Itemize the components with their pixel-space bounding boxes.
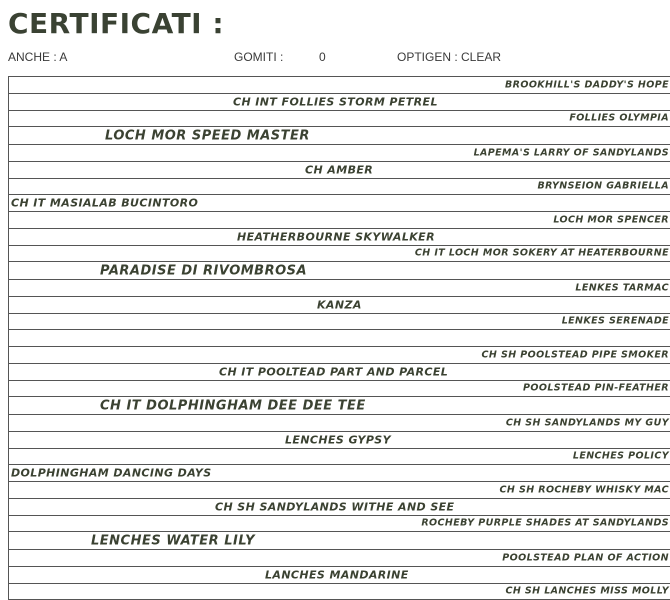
pedigree-row-empty bbox=[9, 330, 670, 347]
pedigree-row-ggg bbox=[9, 246, 670, 263]
ancestor-name: LENKES TARMAC bbox=[575, 282, 669, 293]
ancestor-name: HEATHERBOURNE SKYWALKER bbox=[237, 230, 435, 243]
ancestor-name: KANZA bbox=[317, 298, 362, 311]
ancestor-name: LENCHES GYPSY bbox=[285, 433, 391, 446]
pedigree-row-sire bbox=[9, 195, 670, 212]
pedigree-row-gg bbox=[9, 94, 670, 111]
pedigree-row-g bbox=[9, 262, 670, 280]
ancestor-name: CH AMBER bbox=[305, 163, 373, 176]
pedigree-row-ggg bbox=[9, 449, 670, 466]
pedigree-row-g bbox=[9, 397, 670, 415]
ancestor-name: LENCHES POLICY bbox=[573, 451, 669, 462]
ancestor-name: LENKES SERENADE bbox=[562, 316, 669, 327]
gomiti-value: 0 bbox=[319, 50, 326, 64]
pedigree-table bbox=[8, 76, 670, 600]
ancestor-name: PARADISE DI RIVOMBROSA bbox=[100, 263, 307, 278]
pedigree-row-ggg bbox=[9, 77, 670, 94]
certificates-row bbox=[8, 50, 668, 66]
ancestor-name: CH IT POOLTEAD PART AND PARCEL bbox=[219, 365, 448, 378]
gomiti-label: GOMITI : bbox=[234, 50, 283, 64]
ancestor-name: CH SH POOLSTEAD PIPE SMOKER bbox=[482, 349, 669, 360]
page-title: CERTIFICATI : bbox=[8, 6, 224, 42]
ancestor-name: CH SH LANCHES MISS MOLLY bbox=[505, 586, 669, 597]
dam-name: DOLPHINGHAM DANCING DAYS bbox=[11, 467, 212, 480]
ancestor-name: BRYNSEION GABRIELLA bbox=[537, 181, 669, 192]
anche-certificate: ANCHE : A bbox=[8, 50, 67, 64]
ancestor-name: LANCHES MANDARINE bbox=[265, 568, 409, 581]
ancestor-name: CH INT FOLLIES STORM PETREL bbox=[233, 95, 438, 108]
ancestor-name: POOLSTEAD PLAN OF ACTION bbox=[502, 552, 669, 563]
ancestor-name: LOCH MOR SPENCER bbox=[553, 214, 669, 225]
pedigree-row-g bbox=[9, 532, 670, 550]
pedigree-row-ggg bbox=[9, 415, 670, 432]
pedigree-row-ggg bbox=[9, 381, 670, 398]
pedigree-row-ggg bbox=[9, 347, 670, 364]
pedigree-row-ggg bbox=[9, 145, 670, 162]
ancestor-name: BROOKHILL'S DADDY'S HOPE bbox=[505, 79, 669, 90]
pedigree-row-ggg bbox=[9, 516, 670, 533]
ancestor-name: LOCH MOR SPEED MASTER bbox=[105, 128, 310, 143]
pedigree-row-dam bbox=[9, 465, 670, 482]
pedigree-row-gg bbox=[9, 229, 670, 246]
pedigree-row-ggg bbox=[9, 314, 670, 331]
pedigree-row-ggg bbox=[9, 280, 670, 297]
optigen-certificate: OPTIGEN : CLEAR bbox=[397, 50, 501, 64]
pedigree-row-ggg bbox=[9, 482, 670, 499]
ancestor-name: FOLLIES OLYMPIA bbox=[569, 113, 669, 124]
pedigree-row-ggg bbox=[9, 179, 670, 196]
pedigree-row-g bbox=[9, 127, 670, 145]
ancestor-name: POOLSTEAD PIN-FEATHER bbox=[523, 383, 669, 394]
pedigree-row-ggg bbox=[9, 550, 670, 567]
pedigree-row-gg bbox=[9, 432, 670, 449]
pedigree-row-gg bbox=[9, 499, 670, 516]
ancestor-name: CH SH SANDYLANDS MY GUY bbox=[506, 417, 669, 428]
pedigree-row-ggg bbox=[9, 584, 670, 600]
pedigree-row-ggg bbox=[9, 212, 670, 229]
pedigree-row-ggg bbox=[9, 111, 670, 128]
sire-name: CH IT MASIALAB BUCINTORO bbox=[11, 197, 198, 210]
ancestor-name: ROCHEBY PURPLE SHADES AT SANDYLANDS bbox=[421, 518, 669, 529]
ancestor-name: CH IT DOLPHINGHAM DEE DEE TEE bbox=[100, 398, 366, 413]
ancestor-name: CH SH SANDYLANDS WITHE AND SEE bbox=[215, 500, 454, 513]
pedigree-row-gg bbox=[9, 567, 670, 584]
ancestor-name: LAPEMA'S LARRY OF SANDYLANDS bbox=[474, 147, 669, 158]
ancestor-name: CH IT LOCH MOR SOKERY AT HEATERBOURNE bbox=[415, 248, 669, 259]
pedigree-row-gg bbox=[9, 364, 670, 381]
pedigree-row-gg bbox=[9, 297, 670, 314]
ancestor-name: LENCHES WATER LILY bbox=[91, 533, 255, 548]
pedigree-row-gg bbox=[9, 162, 670, 179]
ancestor-name: CH SH ROCHEBY WHISKY MAC bbox=[500, 484, 669, 495]
